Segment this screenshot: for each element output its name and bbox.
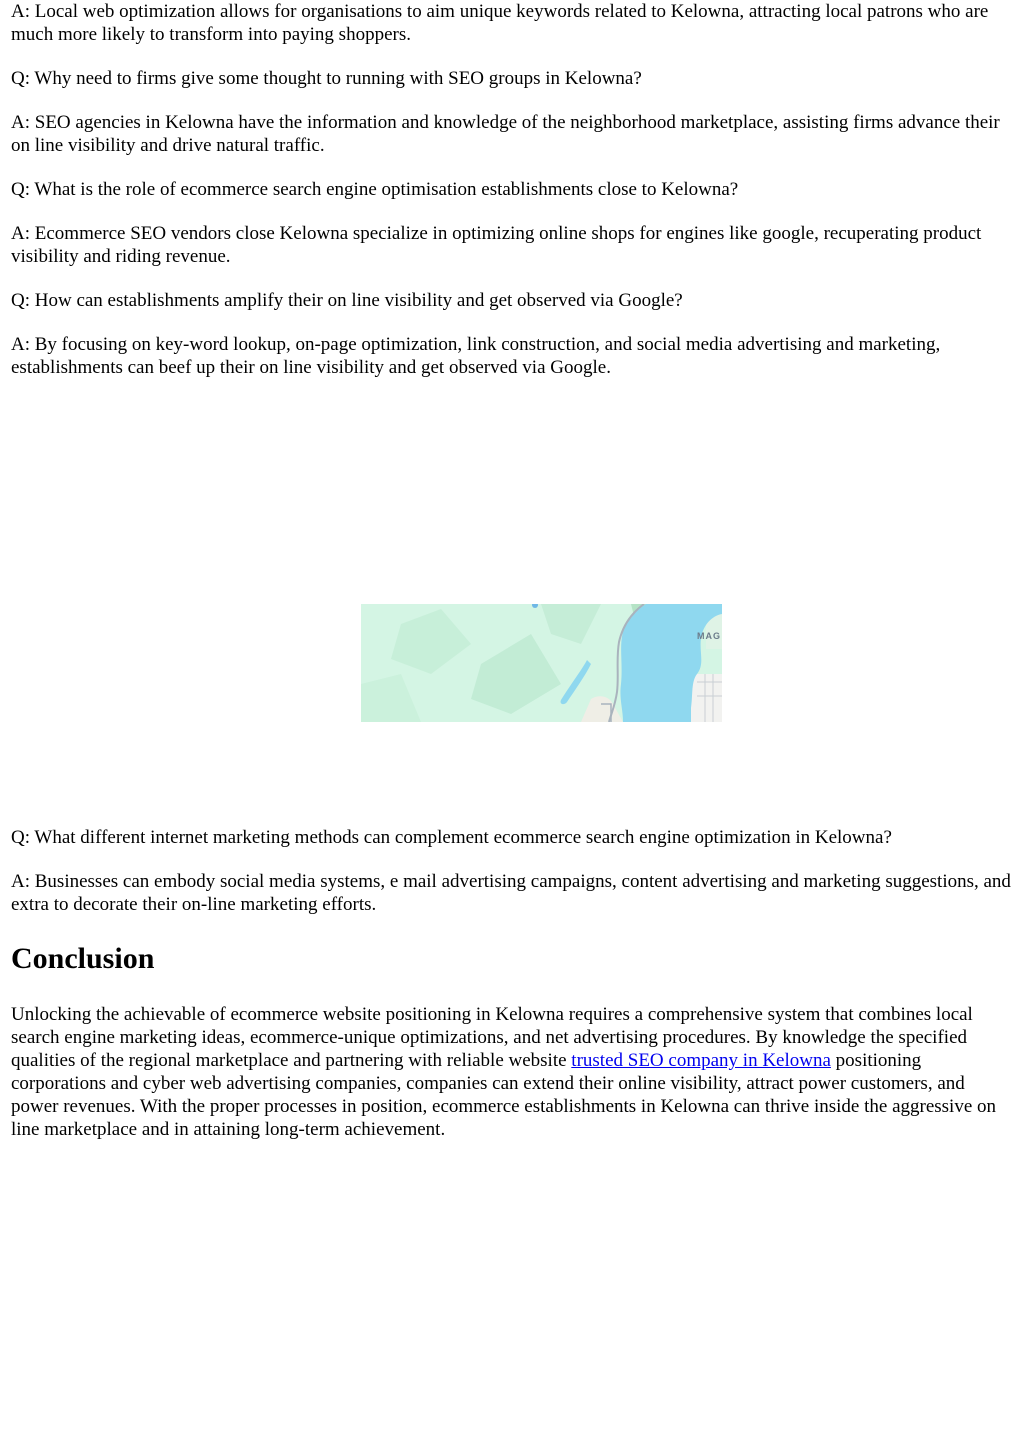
- conclusion-text-end: positioning corporations and cyber web advertising companies, companies can extend their online visibility, attract power customers, and power revenues. With the proper processes in position, ecommerce establishments in Kelowna can thrive inside the aggressive on line marketplace and in attaining long-term achievement.: [11, 1050, 997, 1140]
- faq-question-ecommerce-role: Q: What is the role of ecommerce search engine optimisation establishments close to Kelowna?: [11, 179, 739, 200]
- trusted-seo-company-link[interactable]: trusted SEO company in Kelowna: [571, 1050, 831, 1071]
- map-image: [361, 604, 722, 722]
- faq-answer-seo-agencies: A: SEO agencies in Kelowna have the information and knowledge of the neighborhood marketplace, assisting firms advance their on line visibility and drive natural traffic.: [11, 112, 1000, 156]
- faq-answer-marketing-methods: A: Businesses can embody social media systems, e mail advertising campaigns, content advertising and marketing suggestions, and extra to decorate their on-line marketing efforts.: [11, 871, 1011, 915]
- map-label: MAG: [697, 631, 721, 641]
- faq-question-visibility: Q: How can establishments amplify their on line visibility and get observed via Google?: [11, 290, 683, 311]
- faq-question-seo-groups: Q: Why need to firms give some thought to running with SEO groups in Kelowna?: [11, 68, 642, 89]
- conclusion-heading: Conclusion: [11, 942, 155, 975]
- faq-answer-visibility: A: By focusing on key-word lookup, on-page optimization, link construction, and social media advertising and marketing, establishments can beef up their on line visibility and get observed via Google.: [11, 334, 941, 378]
- map-graphic: [361, 604, 722, 722]
- conclusion-text-start: Unlocking the achievable of ecommerce website positioning in Kelowna requires a comprehensive system that combines local search engine marketing ideas, ecommerce-unique optimizations, and net advertising procedures. By knowledge the specified qualities of the regional marketplace and partnering with reliable website: [11, 1004, 973, 1071]
- faq-answer-local-seo: A: Local web optimization allows for organisations to aim unique keywords related to Kelowna, attracting local patrons who are much more likely to transform into paying shoppers.: [11, 1, 989, 45]
- conclusion-paragraph: [11, 1003, 1013, 1141]
- faq-answer-ecommerce-vendors: A: Ecommerce SEO vendors close Kelowna specialize in optimizing online shops for engines like google, recuperating product visibility and riding revenue.: [11, 223, 982, 267]
- map-urban-area: [691, 674, 722, 722]
- faq-question-marketing-methods: Q: What different internet marketing methods can complement ecommerce search engine optimization in Kelowna?: [11, 827, 892, 848]
